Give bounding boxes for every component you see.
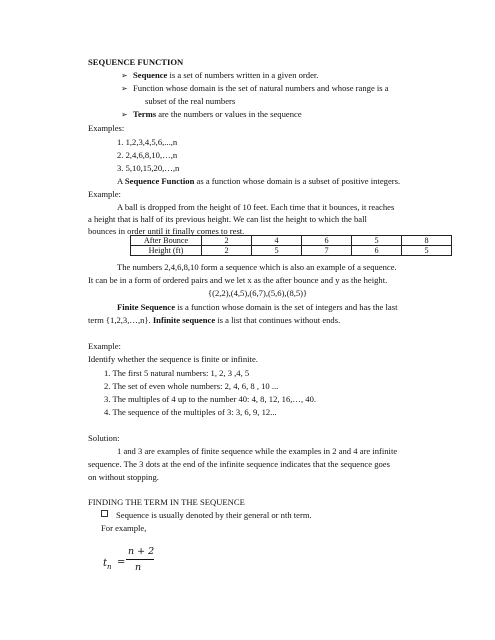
table-cell: 5 xyxy=(402,246,452,256)
example2-label: Example: xyxy=(88,341,121,351)
table-cell: 2 xyxy=(202,236,252,246)
for-example-text: For example, xyxy=(101,523,147,533)
example-item: 3. 5,10,15,20,…,n xyxy=(117,163,180,173)
solution-text: sequence. The 3 dots at the end of the infinite sequence indicates that the sequence goes xyxy=(88,459,390,469)
identify-text: Identify whether the sequence is finite or infinite. xyxy=(88,354,258,364)
table-cell: 2 xyxy=(202,246,252,256)
bullet-function: ➢ Function whose domain is the set of natural numbers and whose range is a xyxy=(121,83,389,93)
formula-lhs: $t_n$ xyxy=(103,558,112,571)
table-cell: 6 xyxy=(352,246,402,256)
finite-definition: Finite Sequence is a function whose domain is the set of integers and has the last xyxy=(117,302,398,312)
section-title: SEQUENCE FUNCTION xyxy=(88,57,184,67)
table-cell: Height (ft) xyxy=(131,246,202,256)
examples-label: Examples: xyxy=(88,123,125,133)
ordered-pairs: {(2,2),(4,5),(6,7),(5,6),(8,5)} xyxy=(208,288,308,298)
list-item: 3. The multiples of 4 up to the number 40: 4, 8, 12, 16,…, 40. xyxy=(104,394,317,404)
square-bullet-icon xyxy=(101,510,108,517)
list-item: 4. The sequence of the multiples of 3: 3, 6, 9, 12... xyxy=(104,407,277,417)
formula-numerator: n + 2 xyxy=(128,546,155,557)
table-cell: 7 xyxy=(302,246,352,256)
table-cell: 4 xyxy=(252,236,302,246)
solution-text: on without stopping. xyxy=(88,472,159,482)
table-row xyxy=(131,236,452,246)
ball-text: bounces in order until it finally comes to rest. xyxy=(88,226,245,236)
pairs-text: It can be in a form of ordered pairs and we let x as the after bounce and y as the height. xyxy=(88,275,388,285)
table-cell: After Bounce xyxy=(131,236,202,246)
list-item: 2. The set of even whole numbers: 2, 4, 6, 8 , 10 ... xyxy=(104,381,279,391)
ball-text: A ball is dropped from the height of 10 feet. Each time that it bounces, it reaches xyxy=(117,202,395,212)
table-cell: 8 xyxy=(402,236,452,246)
solution-text: 1 and 3 are examples of finite sequence while the examples in 2 and 4 are infinite xyxy=(117,446,398,456)
bullet-sequence: ➢ Sequence is a set of numbers written in a given order. xyxy=(121,70,319,80)
finding-title: FINDING THE TERM IN THE SEQUENCE xyxy=(88,497,245,507)
ball-text: a height that is half of its previous height. We can list the height to which the ball xyxy=(88,214,367,224)
table-cell: 6 xyxy=(302,236,352,246)
example-label: Example: xyxy=(88,189,121,199)
definition-sequence-function: A Sequence Function as a function whose domain is a subset of positive integers. xyxy=(117,176,401,186)
bullet-function-cont: subset of the real numbers xyxy=(145,96,236,106)
solution-label: Solution: xyxy=(88,433,120,443)
table-cell: 5 xyxy=(252,246,302,256)
table-row xyxy=(131,246,452,256)
pairs-text: The numbers 2,4,6,8,10 form a sequence which is also an example of a sequence. xyxy=(117,262,397,272)
bullet-terms: ➢ Terms are the numbers or values in the sequence xyxy=(121,109,302,119)
infinite-definition: term {1,2,3,…,n}. Infinite sequence is a list that continues without ends. xyxy=(88,315,341,325)
formula-denominator: n xyxy=(135,562,142,573)
finding-bullet: Sequence is usually denoted by their general or nth term. xyxy=(101,510,312,521)
arrow-bullet-icon: ➢ xyxy=(121,110,128,119)
fraction-bar xyxy=(126,559,154,560)
formula-equals: = xyxy=(117,557,126,568)
arrow-bullet-icon: ➢ xyxy=(121,84,128,93)
example-item: 1. 1,2,3,4,5,6,...,n xyxy=(117,137,178,147)
table-cell: 5 xyxy=(352,236,402,246)
list-item: 1. The first 5 natural numbers: 1, 2, 3 ,4, 5 xyxy=(104,368,250,378)
bounce-table xyxy=(130,235,452,256)
arrow-bullet-icon: ➢ xyxy=(121,71,128,80)
example-item: 2. 2,4,6,8,10,…,n xyxy=(117,150,178,160)
